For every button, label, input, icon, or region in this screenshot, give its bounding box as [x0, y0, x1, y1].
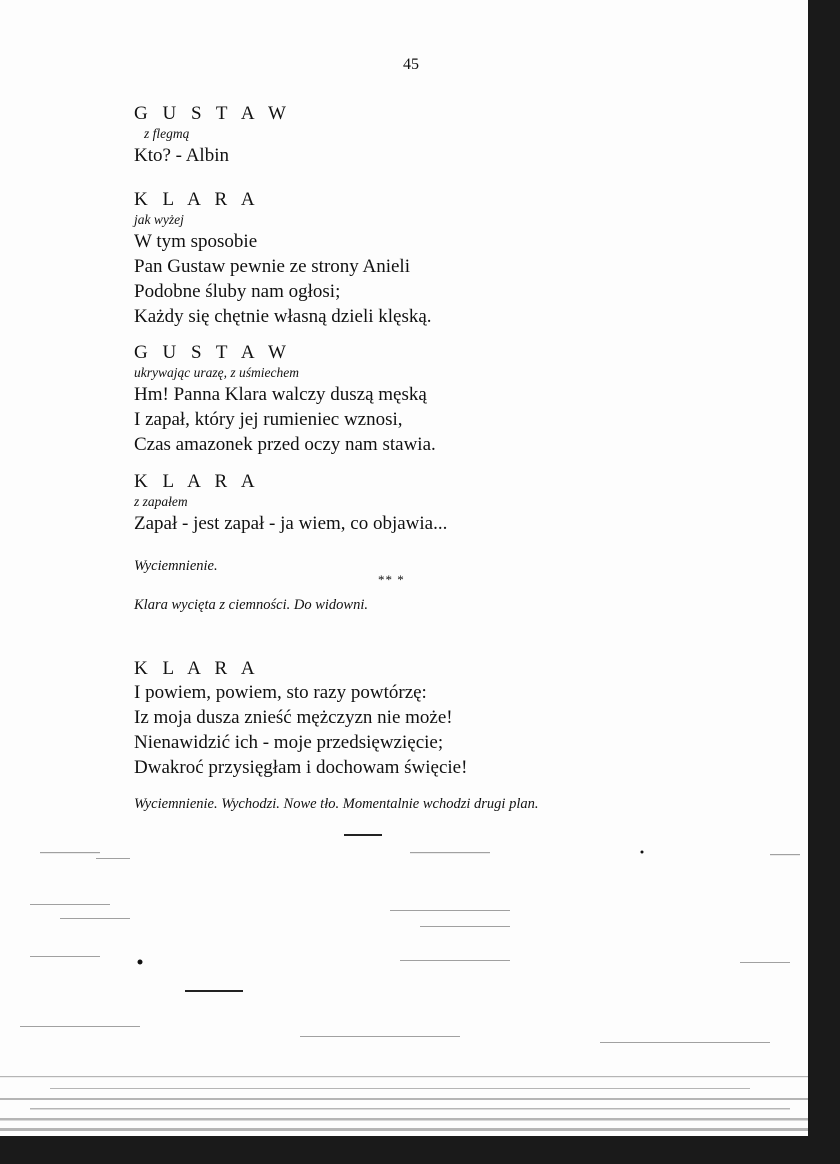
verse-line: Pan Gustaw pewnie ze strony Anieli [134, 256, 410, 277]
page-number: 45 [403, 56, 419, 73]
dialogue-block-klara-1 [134, 189, 432, 329]
verse-line: I powiem, powiem, sto razy powtórzę: [134, 682, 427, 703]
verse-line: Każdy się chętnie własną dzieli klęską. [134, 306, 432, 327]
verse-line: Dwakroć przysięgłam i dochowam święcie! [134, 757, 468, 778]
speaker-name: K L A R A [134, 658, 260, 679]
verse-line: Hm! Panna Klara walczy duszą męską [134, 384, 427, 405]
scene-separator-stars: ** * [378, 572, 405, 587]
scan-noise [0, 836, 808, 1136]
verse-line: Zapał - jest zapał - ja wiem, co objawia... [134, 513, 448, 534]
verse-line: W tym sposobie [134, 231, 258, 252]
dialogue-block-klara-3 [134, 658, 467, 780]
verse-line: Kto? - Albin [134, 145, 229, 166]
stage-direction: z flegmą [144, 126, 190, 141]
dialogue-block-klara-2 [134, 471, 447, 536]
verse-line: Iz moja dusza znieść mężczyzn nie może! [134, 707, 453, 728]
stage-direction-exit: Wyciemnienie. Wychodzi. Nowe tło. Momentalnie wchodzi drugi plan. [134, 796, 539, 812]
verse-line: Podobne śluby nam ogłosi; [134, 281, 341, 302]
speaker-name: K L A R A [134, 189, 260, 210]
stage-direction: jak wyżej [134, 212, 184, 227]
stage-direction: ukrywając urazę, z uśmiechem [134, 365, 299, 380]
dialogue-block-gustaw-1 [134, 103, 291, 168]
speaker-name: G U S T A W [134, 103, 291, 124]
stage-direction-spotlight: Klara wycięta z ciemności. Do widowni. [134, 597, 368, 613]
verse-line: Nienawidzić ich - moje przedsięwzięcie; [134, 732, 444, 753]
stage-direction: z zapałem [134, 494, 188, 509]
speaker-name: K L A R A [134, 471, 260, 492]
scan-border-right [808, 0, 840, 1164]
scan-border-bottom [0, 1136, 840, 1164]
dialogue-block-gustaw-2 [134, 342, 436, 457]
stage-direction-blackout: Wyciemnienie. [134, 558, 218, 574]
verse-line: I zapał, który jej rumieniec wznosi, [134, 409, 403, 430]
verse-line: Czas amazonek przed oczy nam stawia. [134, 434, 436, 455]
speaker-name: G U S T A W [134, 342, 291, 363]
